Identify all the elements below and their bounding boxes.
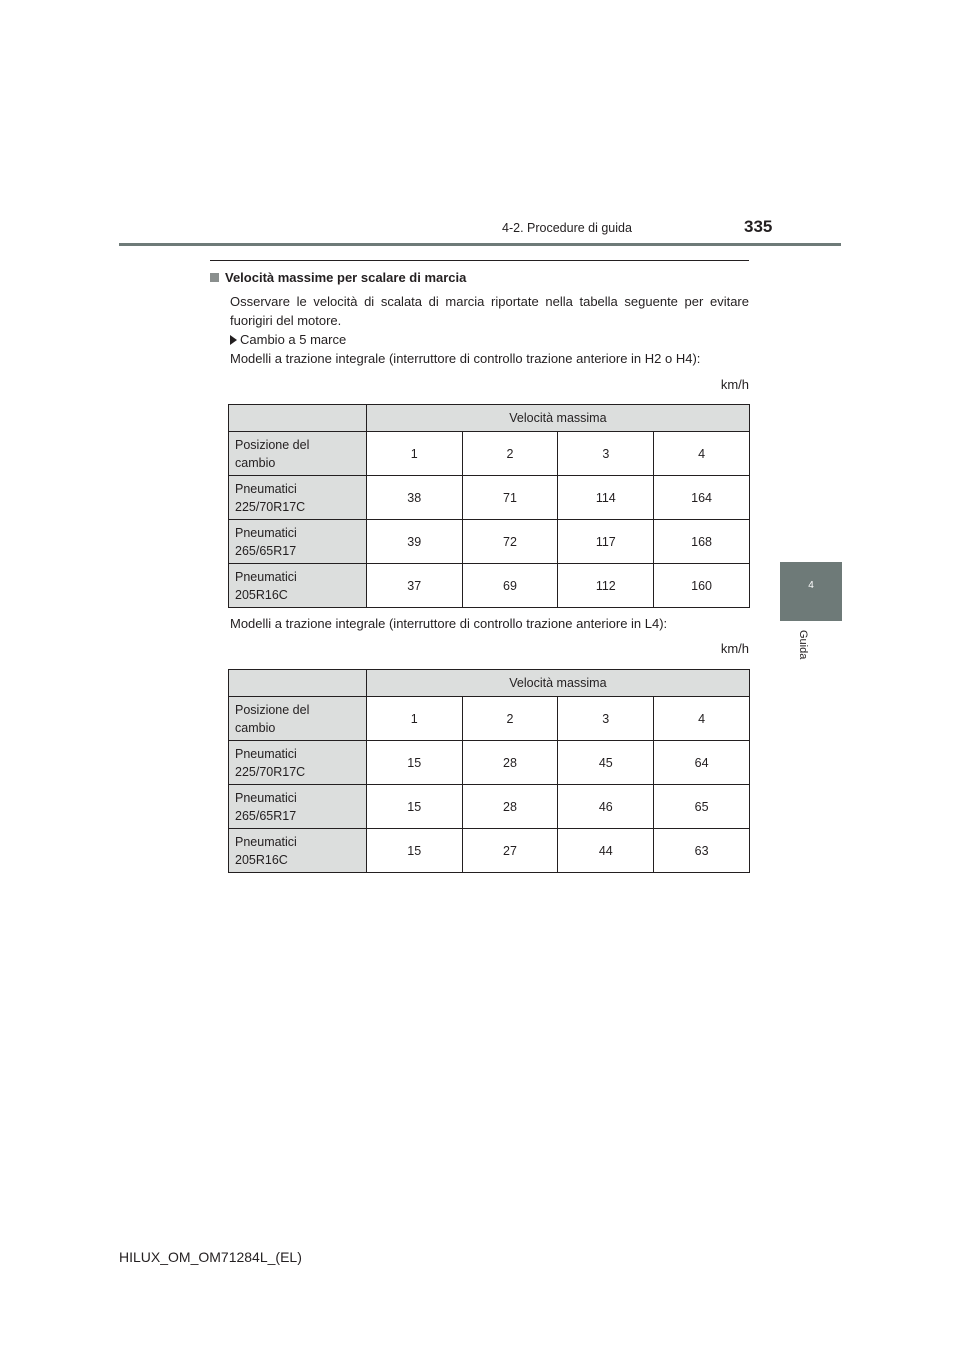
table-cell: 37 <box>366 564 462 608</box>
table-cell: 44 <box>558 829 654 873</box>
table-row <box>229 697 750 741</box>
table-cell: 114 <box>558 476 654 520</box>
table-unit: km/h <box>720 641 749 656</box>
page-number: 335 <box>744 217 773 236</box>
table-cell: 4 <box>654 432 750 476</box>
table-cell: 71 <box>462 476 558 520</box>
table-cell: 64 <box>654 741 750 785</box>
table-cell: 4 <box>654 697 750 741</box>
table-header-cell: Velocità massima <box>366 405 749 432</box>
table-cell: 112 <box>558 564 654 608</box>
chapter-tab <box>780 562 842 621</box>
table-cell: 3 <box>558 432 654 476</box>
table-cell: 1 <box>366 697 462 741</box>
intro-paragraph: Osservare le velocità di scalata di marcia riportate nella tabella seguente per evitare fuorigiri del motore. <box>230 294 749 328</box>
table-row <box>229 432 750 476</box>
table-header-row <box>229 670 750 697</box>
table-cell: 160 <box>654 564 750 608</box>
table-corner-cell <box>229 405 367 432</box>
table-cell: 69 <box>462 564 558 608</box>
table-row <box>229 829 750 873</box>
row-label: Pneumatici 265/65R17 <box>229 520 367 564</box>
table-cell: 39 <box>366 520 462 564</box>
table-cell: 117 <box>558 520 654 564</box>
chapter-number: 4 <box>808 580 814 591</box>
table-row <box>229 564 750 608</box>
table-cell: 15 <box>366 785 462 829</box>
speed-table-l4 <box>228 669 750 873</box>
table-cell: 164 <box>654 476 750 520</box>
table-cell: 15 <box>366 829 462 873</box>
document-code: HILUX_OM_OM71284L_(EL) <box>119 1249 302 1265</box>
table-cell: 168 <box>654 520 750 564</box>
table-cell: 27 <box>462 829 558 873</box>
subsection-title-text: Cambio a 5 marce <box>240 332 347 347</box>
chapter-label-text: Guida <box>797 630 809 660</box>
triangle-bullet-icon <box>230 335 237 345</box>
section-heading <box>210 270 466 285</box>
table-row <box>229 741 750 785</box>
table-row <box>229 520 750 564</box>
table-header-cell: Velocità massima <box>366 670 749 697</box>
table-cell: 28 <box>462 741 558 785</box>
table-cell: 2 <box>462 432 558 476</box>
table-cell: 1 <box>366 432 462 476</box>
section-title: 4-2. Procedure di guida <box>502 221 632 235</box>
header-divider <box>119 243 841 246</box>
row-label: Pneumatici 225/70R17C <box>229 476 367 520</box>
table-cell: 28 <box>462 785 558 829</box>
speed-table-h2-h4 <box>228 404 750 608</box>
row-label: Pneumatici 205R16C <box>229 564 367 608</box>
row-label: Posizione del cambio <box>229 432 367 476</box>
table-cell: 46 <box>558 785 654 829</box>
table-cell: 38 <box>366 476 462 520</box>
table-caption: Modelli a trazione integrale (interruttore di controllo trazione anteriore in H2 o H4): <box>230 351 701 366</box>
section-heading-text: Velocità massime per scalare di marcia <box>225 270 467 285</box>
row-label: Posizione del cambio <box>229 697 367 741</box>
content-divider <box>210 260 749 261</box>
chapter-label <box>797 630 809 670</box>
table-cell: 15 <box>366 741 462 785</box>
table-caption: Modelli a trazione integrale (interruttore di controllo trazione anteriore in L4): <box>230 616 668 631</box>
square-bullet-icon <box>210 273 219 282</box>
table-row <box>229 476 750 520</box>
table-cell: 3 <box>558 697 654 741</box>
row-label: Pneumatici 205R16C <box>229 829 367 873</box>
subsection-title <box>230 332 346 347</box>
table-cell: 63 <box>654 829 750 873</box>
table-row <box>229 785 750 829</box>
table-unit: km/h <box>720 377 749 392</box>
row-label: Pneumatici 265/65R17 <box>229 785 367 829</box>
table-header-row <box>229 405 750 432</box>
table-cell: 65 <box>654 785 750 829</box>
table-cell: 45 <box>558 741 654 785</box>
table-cell: 72 <box>462 520 558 564</box>
table-cell: 2 <box>462 697 558 741</box>
row-label: Pneumatici 225/70R17C <box>229 741 367 785</box>
table-corner-cell <box>229 670 367 697</box>
